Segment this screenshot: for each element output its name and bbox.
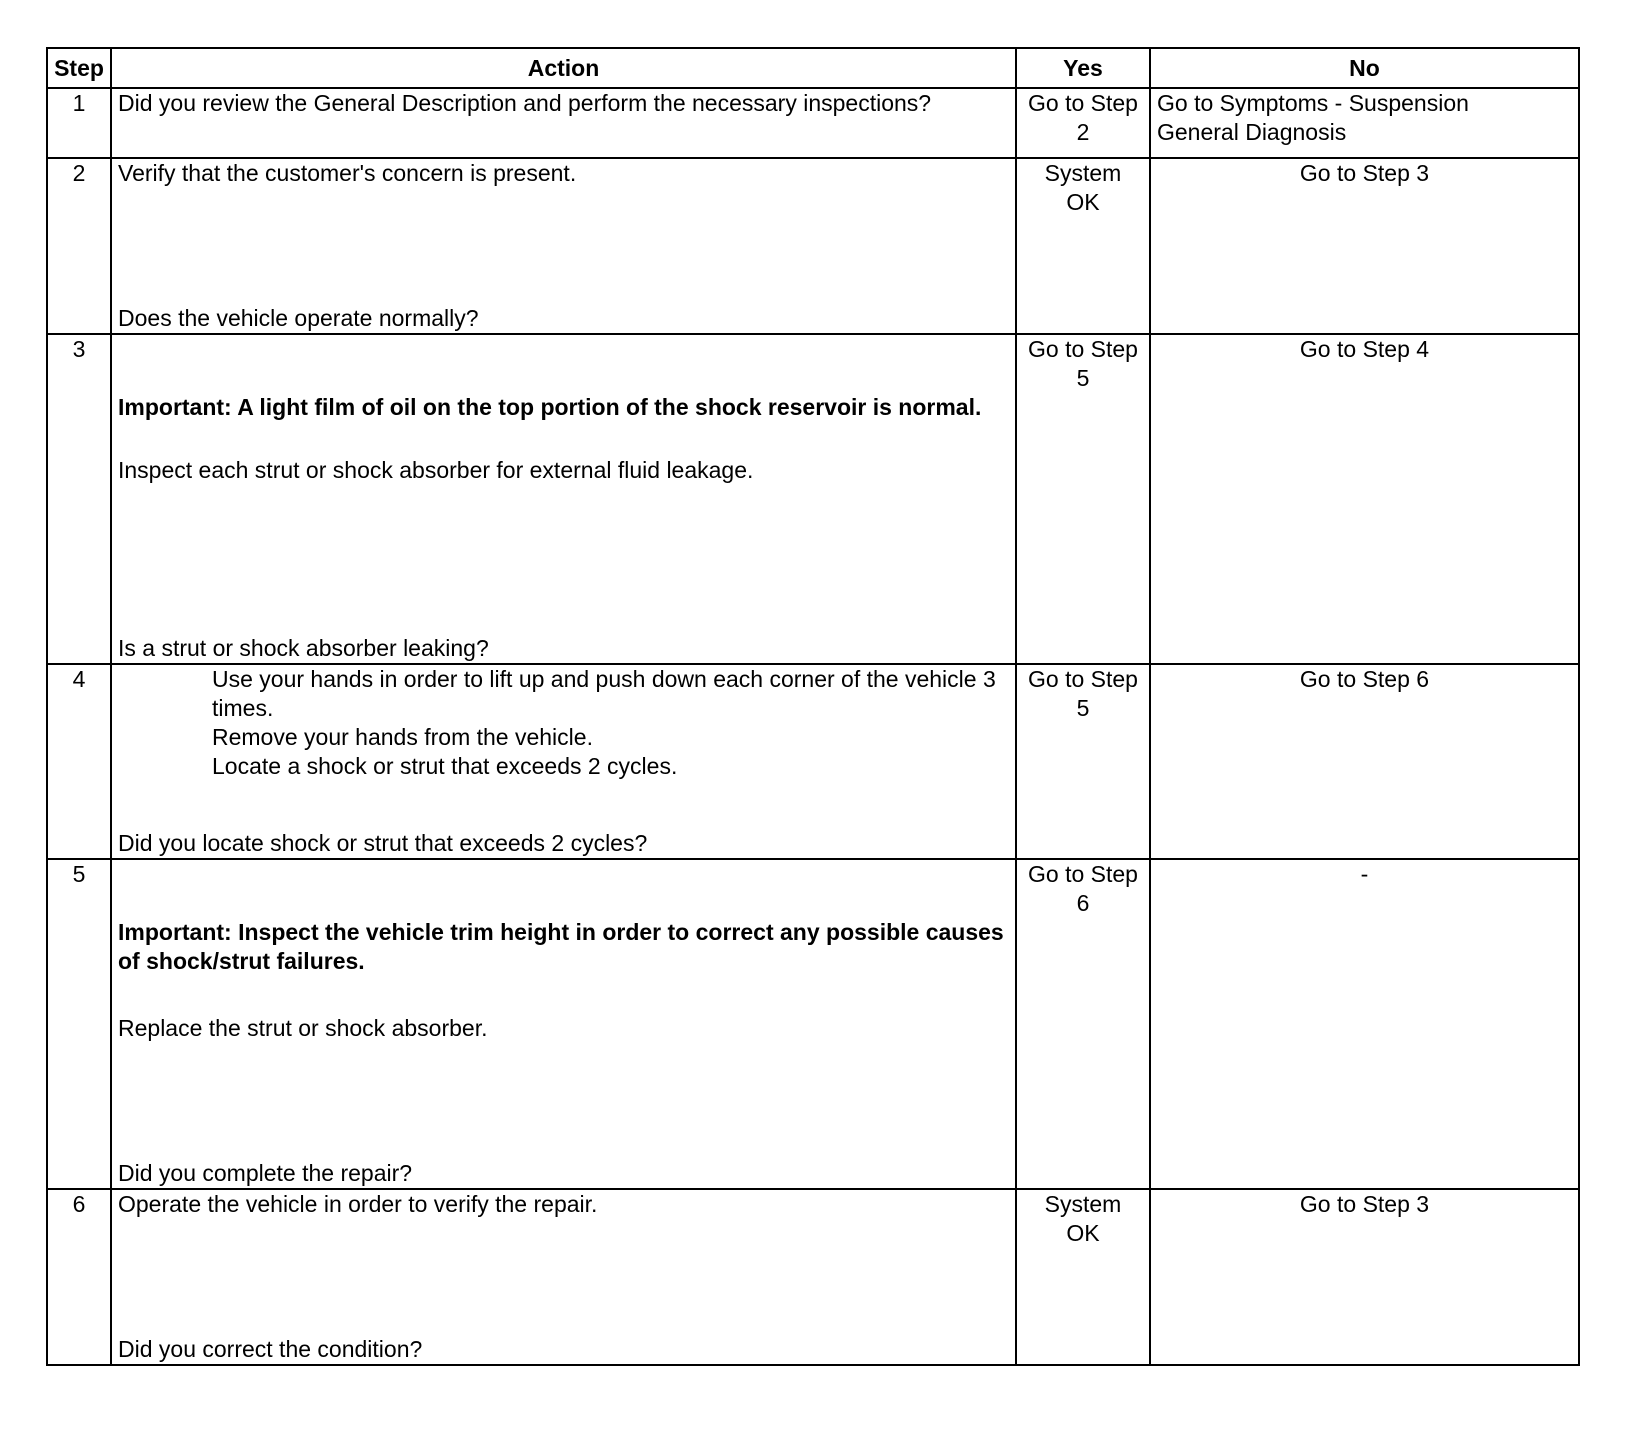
- table-row: [47, 664, 1579, 859]
- table-row: [47, 1189, 1579, 1365]
- no-cell: [1150, 334, 1579, 664]
- no-cell: [1150, 158, 1579, 334]
- header-no: No: [1150, 48, 1579, 88]
- list-item: Use your hands in order to lift up and push down each corner of the vehicle 3 times.: [212, 666, 996, 721]
- yes-text-line1: System: [1044, 160, 1122, 186]
- no-text: Go to Step 3: [1299, 1191, 1430, 1217]
- yes-cell: [1016, 1189, 1150, 1365]
- no-text: -: [1360, 861, 1369, 887]
- step-number: 3: [47, 334, 111, 664]
- table-row: [47, 859, 1579, 1189]
- yes-text-line1: Go to Step: [1028, 861, 1138, 887]
- header-action: Action: [111, 48, 1016, 88]
- important-note: Important: Inspect the vehicle trim height in order to correct any possible causes of shock/strut failures.: [118, 919, 1004, 974]
- no-text-line2: General Diagnosis: [1157, 119, 1347, 145]
- action-text: Did you review the General Description and perform the necessary inspections?: [118, 90, 932, 116]
- yes-cell: [1016, 859, 1150, 1189]
- yes-cell: [1016, 334, 1150, 664]
- yes-cell: [1016, 158, 1150, 334]
- step-number: 1: [47, 88, 111, 158]
- action-question: Did you complete the repair?: [118, 1160, 413, 1186]
- table-row: [47, 158, 1579, 334]
- header-step: Step: [47, 48, 111, 88]
- no-text-line1: Go to Symptoms - Suspension: [1157, 90, 1469, 116]
- action-question: Does the vehicle operate normally?: [118, 305, 479, 331]
- list-item: Locate a shock or strut that exceeds 2 cycles.: [212, 753, 678, 779]
- action-cell: [111, 664, 1016, 859]
- action-cell: [111, 334, 1016, 664]
- yes-text-line1: Go to Step: [1028, 336, 1138, 362]
- action-cell: [111, 158, 1016, 334]
- yes-text-line2: OK: [1066, 1220, 1100, 1246]
- yes-text-line2: 2: [1076, 119, 1090, 145]
- action-instruction: Operate the vehicle in order to verify the repair.: [118, 1191, 598, 1217]
- step-number: 5: [47, 859, 111, 1189]
- no-cell: [1150, 859, 1579, 1189]
- no-cell: [1150, 1189, 1579, 1365]
- yes-text-line2: 5: [1076, 695, 1090, 721]
- action-instruction: Replace the strut or shock absorber.: [118, 1015, 488, 1041]
- header-row: [47, 48, 1579, 88]
- yes-cell: [1016, 664, 1150, 859]
- yes-text-line2: 6: [1076, 890, 1090, 916]
- yes-text-line1: Go to Step: [1028, 666, 1138, 692]
- action-instruction: Verify that the customer's concern is present.: [118, 160, 577, 186]
- header-yes: Yes: [1016, 48, 1150, 88]
- action-cell: [111, 1189, 1016, 1365]
- diagnostic-table: [46, 47, 1580, 1366]
- yes-text-line1: Go to Step: [1028, 90, 1138, 116]
- no-cell: [1150, 664, 1579, 859]
- action-instruction: Inspect each strut or shock absorber for external fluid leakage.: [118, 457, 754, 483]
- no-cell: [1150, 88, 1579, 158]
- yes-cell: [1016, 88, 1150, 158]
- action-cell: [111, 859, 1016, 1189]
- step-number: 4: [47, 664, 111, 859]
- action-cell: [111, 88, 1016, 158]
- important-note: Important: A light film of oil on the top portion of the shock reservoir is normal.: [118, 394, 982, 420]
- list-item: Remove your hands from the vehicle.: [212, 724, 593, 750]
- action-question: Did you locate shock or strut that exceeds 2 cycles?: [118, 830, 648, 856]
- action-question: Is a strut or shock absorber leaking?: [118, 635, 489, 661]
- action-question: Did you correct the condition?: [118, 1336, 423, 1362]
- no-text: Go to Step 4: [1299, 336, 1430, 362]
- yes-text-line1: System: [1044, 1191, 1122, 1217]
- yes-text-line2: 5: [1076, 365, 1090, 391]
- no-text: Go to Step 3: [1299, 160, 1430, 186]
- step-number: 6: [47, 1189, 111, 1365]
- step-number: 2: [47, 158, 111, 334]
- table-row: [47, 334, 1579, 664]
- no-text: Go to Step 6: [1299, 666, 1430, 692]
- table-row: [47, 88, 1579, 158]
- yes-text-line2: OK: [1066, 189, 1100, 215]
